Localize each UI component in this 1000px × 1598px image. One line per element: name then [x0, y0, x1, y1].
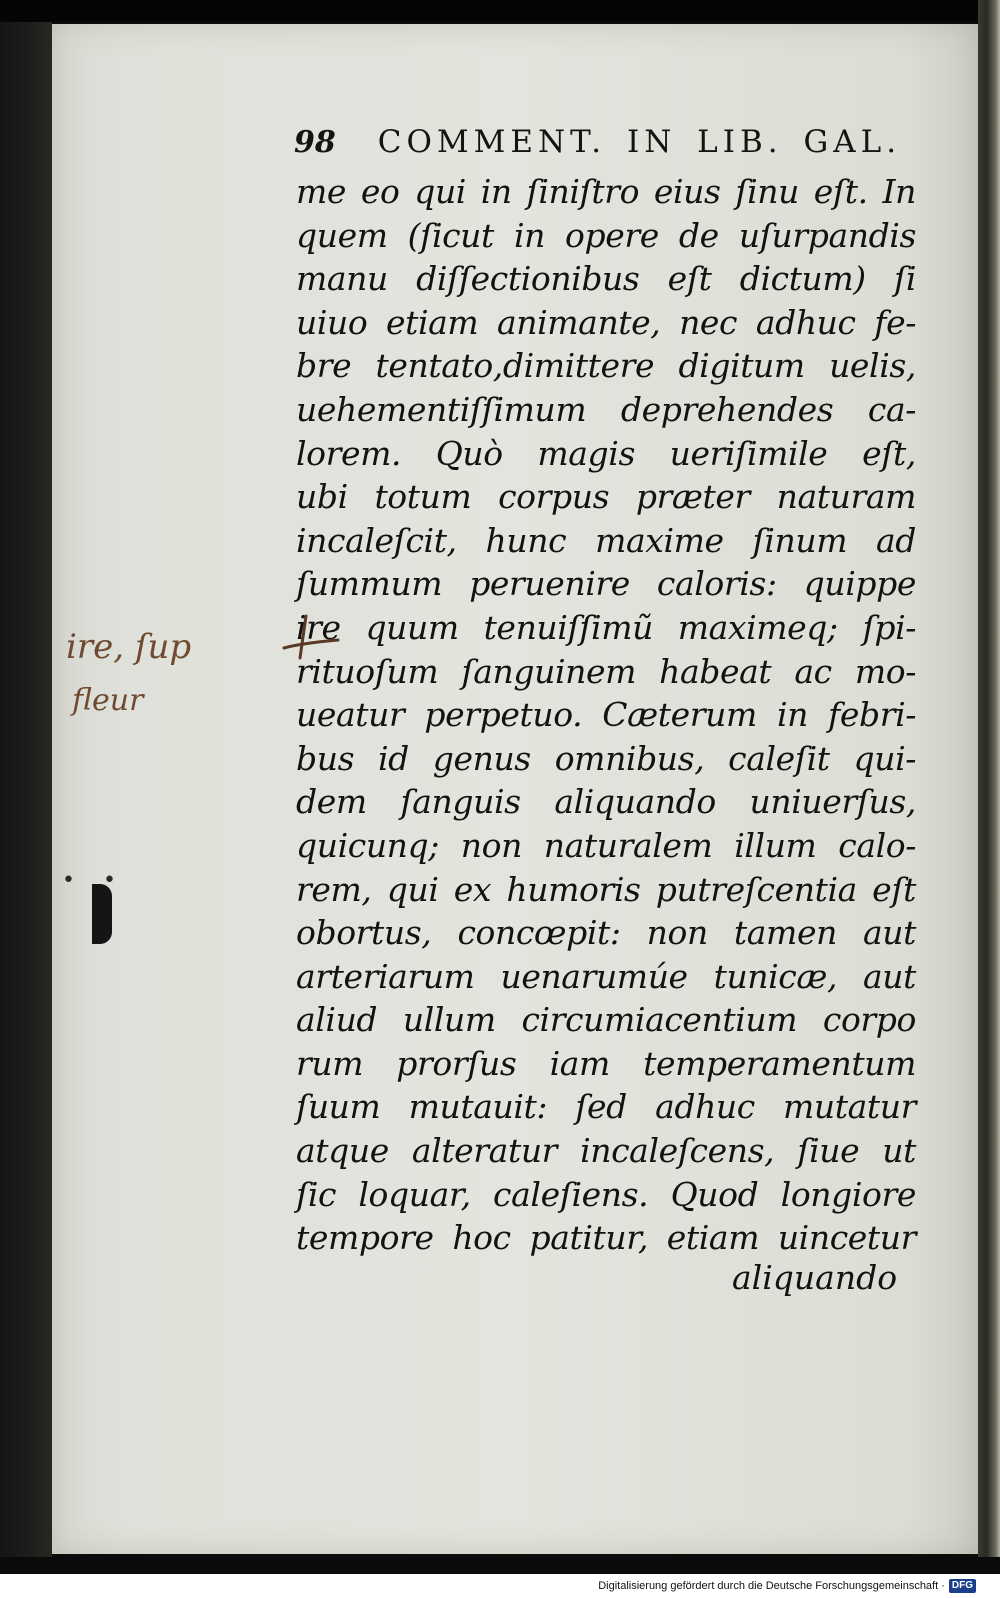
- text-line: me eo qui in ſiniſtro eius ſinu eſt. In: [296, 172, 916, 211]
- scan-top-border: [0, 0, 1000, 22]
- text-line: quem (ſicut in opere de uſurpandis: [296, 215, 916, 255]
- body-text: [296, 170, 916, 1260]
- scan-left-border: [0, 22, 52, 1557]
- marginal-note-line: fleur: [72, 683, 144, 718]
- text-line: ſuum mutauit: ſed adhuc mutatur: [296, 1087, 916, 1127]
- text-line: ubi totum corpus præter naturam: [296, 477, 916, 517]
- text-line: manu diſſectionibus eſt dictum) ſi: [296, 259, 916, 299]
- text-line: ueatur perpetuo. Cæterum in febri-: [296, 695, 916, 735]
- text-line: incaleſcit, hunc maxime ſinum ad: [296, 520, 916, 560]
- text-line: uiuo etiam animante, nec adhuc fe-: [296, 302, 916, 342]
- page-number: 98: [294, 125, 336, 160]
- text-line: obortus, concœpit: non tamen aut: [296, 913, 916, 953]
- text-line: quicunq; non naturalem illum calo-: [296, 825, 916, 865]
- dfg-logo-icon: DFG: [949, 1579, 976, 1593]
- stray-ink-dots: ••: [62, 868, 144, 893]
- text-line: arteriarum uenarumúe tunicæ, aut: [296, 956, 916, 996]
- text-line: uehementiſſimum deprehendes ca-: [296, 389, 916, 429]
- text-line: ſic loquar, caleſiens. Quod longiore: [296, 1174, 916, 1214]
- credit-text: Digitalisierung gefördert durch die Deutsche Forschungsgemeinschaft ·: [598, 1580, 945, 1592]
- book-fore-edge: [978, 0, 1000, 1570]
- text-line: lorem. Quò magis ueriſimile eſt,: [296, 433, 916, 473]
- text-line: bre tentato,dimittere digitum uelis,: [296, 346, 916, 386]
- text-line: ſummum peruenire caloris: quippe: [296, 564, 916, 604]
- handwritten-marginal-note: [66, 620, 266, 728]
- text-line: rum prorſus iam temperamentum: [296, 1043, 916, 1083]
- running-title: COMMENT. IN LIB. GAL.: [377, 124, 902, 160]
- marginal-note-line: ire, ſup: [66, 627, 192, 667]
- page-edge-tear: [92, 884, 112, 944]
- text-line: ire quum tenuiſſimũ maximeq; ſpi-: [296, 607, 916, 647]
- digitization-credit: [0, 1574, 1000, 1598]
- text-line: aliud ullum circumiacentium corpo: [296, 1000, 916, 1040]
- text-line: rituoſum ſanguinem habeat ac mo-: [296, 651, 916, 691]
- text-line: bus id genus omnibus, caleſit qui-: [296, 738, 916, 778]
- text-line: dem ſanguis aliquando uniuerſus,: [296, 782, 916, 822]
- strike-through-mark-icon: [276, 606, 346, 666]
- text-line: rem, qui ex humoris putreſcentia eſt: [296, 869, 916, 909]
- text-line: tempore hoc patitur, etiam uincetur: [296, 1218, 916, 1258]
- catchword: aliquando: [732, 1258, 898, 1297]
- scan-bottom-border: [0, 1557, 1000, 1574]
- text-line: atque alteratur incaleſcens, ſiue ut: [296, 1131, 916, 1171]
- running-head: [294, 124, 914, 168]
